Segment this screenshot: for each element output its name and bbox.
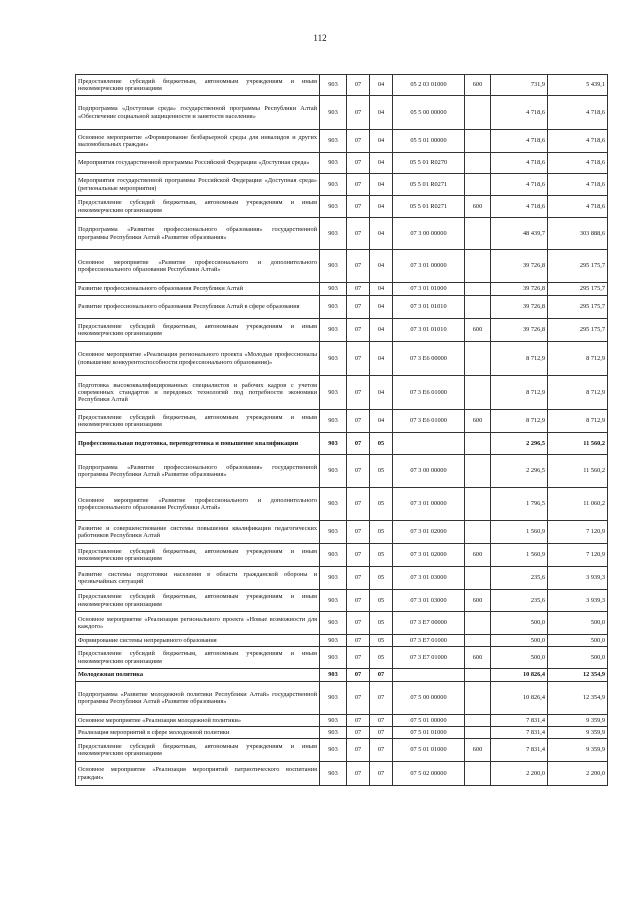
section-code: 07 <box>347 727 370 739</box>
expense-type <box>465 488 491 521</box>
section-code: 07 <box>347 75 370 96</box>
amount-year-2: 4 718,6 <box>548 96 608 130</box>
section-code: 07 <box>347 635 370 647</box>
expense-type <box>465 567 491 590</box>
target-article: 07 3 01 03000 <box>393 590 465 612</box>
amount-year-1: 7 831,4 <box>491 739 548 762</box>
table-row <box>76 283 608 296</box>
table-row <box>76 521 608 544</box>
amount-year-1: 4 718,6 <box>491 96 548 130</box>
amount-year-2: 7 120,9 <box>548 521 608 544</box>
subsection-code: 07 <box>370 727 393 739</box>
section-code: 07 <box>347 410 370 433</box>
row-name: Развитие профессионального образования Республики Алтай <box>76 283 320 296</box>
ministry-code: 903 <box>320 250 347 283</box>
section-code: 07 <box>347 153 370 174</box>
target-article: 07 3 01 02000 <box>393 521 465 544</box>
table-row <box>76 762 608 786</box>
amount-year-2: 4 718,6 <box>548 196 608 218</box>
target-article: 07 3 E7 01000 <box>393 635 465 647</box>
subsection-code: 04 <box>370 342 393 376</box>
amount-year-2: 5 439,1 <box>548 75 608 96</box>
amount-year-2: 11 560,2 <box>548 455 608 488</box>
ministry-code: 903 <box>320 153 347 174</box>
ministry-code: 903 <box>320 410 347 433</box>
amount-year-1: 2 296,5 <box>491 455 548 488</box>
section-code: 07 <box>347 488 370 521</box>
row-name: Молодежная политика <box>76 669 320 682</box>
ministry-code: 903 <box>320 635 347 647</box>
subsection-code: 04 <box>370 75 393 96</box>
row-name: Основное мероприятие «Реализация регионального проекта «Новые возможности для каждого» <box>76 612 320 635</box>
section-code: 07 <box>347 715 370 727</box>
ministry-code: 903 <box>320 75 347 96</box>
subsection-code: 05 <box>370 567 393 590</box>
table-row <box>76 590 608 612</box>
subsection-code: 04 <box>370 218 393 250</box>
table-row <box>76 130 608 153</box>
expense-type <box>465 762 491 786</box>
amount-year-1: 39 726,8 <box>491 296 548 319</box>
section-code: 07 <box>347 521 370 544</box>
target-article <box>393 669 465 682</box>
ministry-code: 903 <box>320 715 347 727</box>
ministry-code: 903 <box>320 218 347 250</box>
amount-year-1: 4 718,6 <box>491 130 548 153</box>
row-name: Предоставление субсидий бюджетным, автономным учреждениям и иным некоммерческим организациям <box>76 544 320 567</box>
amount-year-2: 295 175,7 <box>548 296 608 319</box>
expense-type <box>465 669 491 682</box>
expense-type <box>465 455 491 488</box>
target-article: 07 3 E6 00000 <box>393 342 465 376</box>
subsection-code: 04 <box>370 319 393 342</box>
section-code: 07 <box>347 682 370 715</box>
target-article: 07 5 00 00000 <box>393 682 465 715</box>
target-article: 07 5 01 01000 <box>393 727 465 739</box>
row-name: Основное мероприятие «Формирование безбарьерной среды для инвалидов и других маломобильных граждан» <box>76 130 320 153</box>
subsection-code: 04 <box>370 283 393 296</box>
amount-year-2: 295 175,7 <box>548 283 608 296</box>
target-article: 07 3 01 00000 <box>393 488 465 521</box>
table-row <box>76 635 608 647</box>
amount-year-1: 4 718,6 <box>491 196 548 218</box>
table-row <box>76 488 608 521</box>
section-code: 07 <box>347 669 370 682</box>
ministry-code: 903 <box>320 647 347 669</box>
amount-year-1: 500,0 <box>491 635 548 647</box>
target-article: 05 5 00 00000 <box>393 96 465 130</box>
section-code: 07 <box>347 647 370 669</box>
amount-year-2: 3 939,3 <box>548 567 608 590</box>
amount-year-1: 235,6 <box>491 567 548 590</box>
amount-year-1: 39 726,8 <box>491 283 548 296</box>
row-name: Основное мероприятие «Реализация мероприятий патриотического воспитания граждан» <box>76 762 320 786</box>
row-name: Основное мероприятие «Развитие профессионального и дополнительного профессионального образования Республики Алтай» <box>76 250 320 283</box>
amount-year-2: 8 712,9 <box>548 376 608 410</box>
section-code: 07 <box>347 376 370 410</box>
expense-type: 600 <box>465 544 491 567</box>
target-article: 07 3 00 00000 <box>393 455 465 488</box>
target-article: 07 3 E7 01000 <box>393 647 465 669</box>
target-article: 07 3 01 00000 <box>393 250 465 283</box>
subsection-code: 04 <box>370 96 393 130</box>
row-name: Развитие и совершенствование системы повышения квалификации педагогических работников Республики Алтай <box>76 521 320 544</box>
section-code: 07 <box>347 433 370 455</box>
expense-type: 600 <box>465 319 491 342</box>
ministry-code: 903 <box>320 762 347 786</box>
row-name: Развитие системы подготовки населения в области гражданской обороны и чрезвычайных ситуаций <box>76 567 320 590</box>
table-row <box>76 96 608 130</box>
ministry-code: 903 <box>320 544 347 567</box>
subsection-code: 04 <box>370 196 393 218</box>
subsection-code: 04 <box>370 130 393 153</box>
amount-year-1: 1 560,9 <box>491 521 548 544</box>
subsection-code: 05 <box>370 647 393 669</box>
section-code: 07 <box>347 739 370 762</box>
ministry-code: 903 <box>320 682 347 715</box>
subsection-code: 07 <box>370 762 393 786</box>
expense-type: 600 <box>465 196 491 218</box>
expense-type: 600 <box>465 75 491 96</box>
subsection-code: 05 <box>370 455 393 488</box>
row-name: Подпрограмма «Развитие профессионального образования» государственной программы Республики Алтай «Развитие образования» <box>76 455 320 488</box>
section-code: 07 <box>347 196 370 218</box>
target-article: 05 5 01 R0271 <box>393 196 465 218</box>
amount-year-2: 4 718,6 <box>548 153 608 174</box>
row-name: Предоставление субсидий бюджетным, автономным учреждениям и иным некоммерческим организациям <box>76 75 320 96</box>
expense-type <box>465 376 491 410</box>
target-article: 07 5 01 01000 <box>393 739 465 762</box>
expense-type: 600 <box>465 647 491 669</box>
amount-year-2: 303 888,6 <box>548 218 608 250</box>
subsection-code: 07 <box>370 739 393 762</box>
section-code: 07 <box>347 250 370 283</box>
subsection-code: 05 <box>370 488 393 521</box>
section-code: 07 <box>347 544 370 567</box>
table-row <box>76 647 608 669</box>
amount-year-1: 235,6 <box>491 590 548 612</box>
row-name: Предоставление субсидий бюджетным, автономным учреждениям и иным некоммерческим организациям <box>76 319 320 342</box>
row-name: Основное мероприятие «Реализация молодежной политики» <box>76 715 320 727</box>
subsection-code: 07 <box>370 682 393 715</box>
amount-year-1: 1 560,9 <box>491 544 548 567</box>
ministry-code: 903 <box>320 739 347 762</box>
amount-year-2: 2 200,0 <box>548 762 608 786</box>
section-code: 07 <box>347 612 370 635</box>
section-code: 07 <box>347 567 370 590</box>
subsection-code: 07 <box>370 715 393 727</box>
ministry-code: 903 <box>320 455 347 488</box>
amount-year-1: 48 439,7 <box>491 218 548 250</box>
ministry-code: 903 <box>320 130 347 153</box>
subsection-code: 07 <box>370 669 393 682</box>
amount-year-2: 9 359,9 <box>548 739 608 762</box>
table-row <box>76 612 608 635</box>
row-name: Предоставление субсидий бюджетным, автономным учреждениям и иным некоммерческим организациям <box>76 410 320 433</box>
subsection-code: 04 <box>370 296 393 319</box>
ministry-code: 903 <box>320 342 347 376</box>
target-article: 07 3 E6 01000 <box>393 410 465 433</box>
row-name: Подпрограмма «Развитие молодежной политики Республики Алтай» государственной программы Республики Алтай «Развитие образования» <box>76 682 320 715</box>
expense-type <box>465 635 491 647</box>
target-article: 07 3 00 00000 <box>393 218 465 250</box>
subsection-code: 05 <box>370 590 393 612</box>
table-row <box>76 218 608 250</box>
amount-year-2: 4 718,6 <box>548 174 608 196</box>
target-article: 07 3 E7 00000 <box>393 612 465 635</box>
subsection-code: 04 <box>370 174 393 196</box>
amount-year-1: 39 726,8 <box>491 319 548 342</box>
row-name: Профессиональная подготовка, переподготовка и повышение квалификации <box>76 433 320 455</box>
ministry-code: 903 <box>320 567 347 590</box>
amount-year-2: 500,0 <box>548 635 608 647</box>
target-article: 05 5 01 R0271 <box>393 174 465 196</box>
ministry-code: 903 <box>320 590 347 612</box>
subsection-code: 04 <box>370 250 393 283</box>
table-row <box>76 296 608 319</box>
amount-year-1: 500,0 <box>491 612 548 635</box>
expense-type <box>465 715 491 727</box>
expense-type: 600 <box>465 590 491 612</box>
amount-year-1: 7 831,4 <box>491 727 548 739</box>
amount-year-2: 4 718,6 <box>548 130 608 153</box>
table-row <box>76 410 608 433</box>
subsection-code: 05 <box>370 544 393 567</box>
section-code: 07 <box>347 283 370 296</box>
expense-type: 600 <box>465 739 491 762</box>
ministry-code: 903 <box>320 612 347 635</box>
table-row <box>76 715 608 727</box>
subsection-code: 05 <box>370 433 393 455</box>
ministry-code: 903 <box>320 669 347 682</box>
amount-year-2: 9 359,9 <box>548 715 608 727</box>
target-article: 05 5 01 R0270 <box>393 153 465 174</box>
row-name: Подпрограмма «Доступная среда» государственной программы Республики Алтай «Обеспечение социальной защищенности и занятости населения» <box>76 96 320 130</box>
subsection-code: 04 <box>370 376 393 410</box>
amount-year-2: 8 712,9 <box>548 410 608 433</box>
row-name: Основное мероприятие «Реализация регионального проекта «Молодые профессионалы (повышение конкурентоспособности профессионального образования)» <box>76 342 320 376</box>
amount-year-1: 10 826,4 <box>491 682 548 715</box>
ministry-code: 903 <box>320 433 347 455</box>
row-name: Подготовка высококвалифицированных специалистов и рабочих кадров с учетом современных стандартов и передовых технологий под потребности экономики Республики Алтай <box>76 376 320 410</box>
table-row <box>76 319 608 342</box>
expense-type <box>465 96 491 130</box>
section-code: 07 <box>347 342 370 376</box>
expense-type <box>465 250 491 283</box>
amount-year-1: 39 726,8 <box>491 250 548 283</box>
ministry-code: 903 <box>320 319 347 342</box>
section-code: 07 <box>347 96 370 130</box>
row-name: Формирование системы непрерывного образования <box>76 635 320 647</box>
amount-year-1: 4 718,6 <box>491 174 548 196</box>
amount-year-1: 1 796,5 <box>491 488 548 521</box>
target-article: 07 3 01 02000 <box>393 544 465 567</box>
section-code: 07 <box>347 455 370 488</box>
row-name: Предоставление субсидий бюджетным, автономным учреждениям и иным некоммерческим организациям <box>76 590 320 612</box>
amount-year-1: 2 200,0 <box>491 762 548 786</box>
ministry-code: 903 <box>320 727 347 739</box>
section-code: 07 <box>347 218 370 250</box>
amount-year-1: 10 826,4 <box>491 669 548 682</box>
table-row <box>76 376 608 410</box>
section-code: 07 <box>347 319 370 342</box>
budget-table <box>75 74 608 786</box>
table-row <box>76 567 608 590</box>
expense-type <box>465 296 491 319</box>
amount-year-2: 295 175,7 <box>548 250 608 283</box>
amount-year-2: 3 939,3 <box>548 590 608 612</box>
expense-type <box>465 727 491 739</box>
row-name: Развитие профессионального образования Республики Алтай в сфере образования <box>76 296 320 319</box>
row-name: Мероприятия государственной программы Российской Федерации «Доступная среда» (региональные мероприятия) <box>76 174 320 196</box>
target-article: 07 5 01 00000 <box>393 715 465 727</box>
expense-type <box>465 153 491 174</box>
target-article: 05 5 01 00000 <box>393 130 465 153</box>
subsection-code: 05 <box>370 521 393 544</box>
amount-year-2: 12 354,9 <box>548 682 608 715</box>
expense-type <box>465 612 491 635</box>
ministry-code: 903 <box>320 174 347 196</box>
target-article <box>393 433 465 455</box>
row-name: Мероприятия государственной программы Российской Федерации «Доступная среда» <box>76 153 320 174</box>
section-code: 07 <box>347 296 370 319</box>
amount-year-2: 8 712,9 <box>548 342 608 376</box>
expense-type: 600 <box>465 410 491 433</box>
amount-year-2: 11 060,2 <box>548 488 608 521</box>
amount-year-2: 9 359,9 <box>548 727 608 739</box>
row-name: Реализация мероприятий в сфере молодежной политики <box>76 727 320 739</box>
section-code: 07 <box>347 130 370 153</box>
amount-year-2: 500,0 <box>548 647 608 669</box>
expense-type <box>465 174 491 196</box>
ministry-code: 903 <box>320 283 347 296</box>
table-row <box>76 544 608 567</box>
subsection-code: 04 <box>370 153 393 174</box>
amount-year-1: 4 718,6 <box>491 153 548 174</box>
amount-year-1: 500,0 <box>491 647 548 669</box>
table-row <box>76 250 608 283</box>
page-number: 112 <box>313 33 327 43</box>
target-article: 07 3 01 03000 <box>393 567 465 590</box>
row-name: Предоставление субсидий бюджетным, автономным учреждениям и иным некоммерческим организациям <box>76 647 320 669</box>
table-row <box>76 739 608 762</box>
amount-year-1: 8 712,9 <box>491 342 548 376</box>
table-row <box>76 433 608 455</box>
table-row <box>76 727 608 739</box>
amount-year-2: 7 120,9 <box>548 544 608 567</box>
amount-year-1: 8 712,9 <box>491 410 548 433</box>
expense-type <box>465 283 491 296</box>
amount-year-1: 731,9 <box>491 75 548 96</box>
expense-type <box>465 218 491 250</box>
row-name: Подпрограмма «Развитие профессионального образования» государственной программы Республики Алтай «Развитие образования» <box>76 218 320 250</box>
row-name: Предоставление субсидий бюджетным, автономным учреждениям и иным некоммерческим организациям <box>76 739 320 762</box>
amount-year-2: 500,0 <box>548 612 608 635</box>
expense-type <box>465 433 491 455</box>
target-article: 07 3 01 01010 <box>393 296 465 319</box>
target-article: 07 3 01 01000 <box>393 283 465 296</box>
ministry-code: 903 <box>320 296 347 319</box>
table-row <box>76 455 608 488</box>
amount-year-2: 295 175,7 <box>548 319 608 342</box>
row-name: Основное мероприятие «Развитие профессионального и дополнительного профессионального образования Республики Алтай» <box>76 488 320 521</box>
table-row <box>76 669 608 682</box>
target-article: 07 3 01 01010 <box>393 319 465 342</box>
ministry-code: 903 <box>320 488 347 521</box>
amount-year-1: 7 831,4 <box>491 715 548 727</box>
target-article: 07 5 02 00000 <box>393 762 465 786</box>
table-row <box>76 196 608 218</box>
expense-type <box>465 682 491 715</box>
subsection-code: 05 <box>370 612 393 635</box>
ministry-code: 903 <box>320 376 347 410</box>
table-row <box>76 174 608 196</box>
amount-year-2: 12 354,9 <box>548 669 608 682</box>
section-code: 07 <box>347 174 370 196</box>
table-row <box>76 153 608 174</box>
ministry-code: 903 <box>320 521 347 544</box>
amount-year-2: 11 560,2 <box>548 433 608 455</box>
row-name: Предоставление субсидий бюджетным, автономным учреждениям и иным некоммерческим организациям <box>76 196 320 218</box>
amount-year-1: 8 712,9 <box>491 376 548 410</box>
amount-year-1: 2 296,5 <box>491 433 548 455</box>
section-code: 07 <box>347 762 370 786</box>
table-row <box>76 682 608 715</box>
subsection-code: 05 <box>370 635 393 647</box>
ministry-code: 903 <box>320 196 347 218</box>
expense-type <box>465 521 491 544</box>
target-article: 07 3 E6 01000 <box>393 376 465 410</box>
section-code: 07 <box>347 590 370 612</box>
expense-type <box>465 130 491 153</box>
target-article: 05 2 03 01000 <box>393 75 465 96</box>
subsection-code: 04 <box>370 410 393 433</box>
table-row <box>76 342 608 376</box>
table-row <box>76 75 608 96</box>
ministry-code: 903 <box>320 96 347 130</box>
expense-type <box>465 342 491 376</box>
